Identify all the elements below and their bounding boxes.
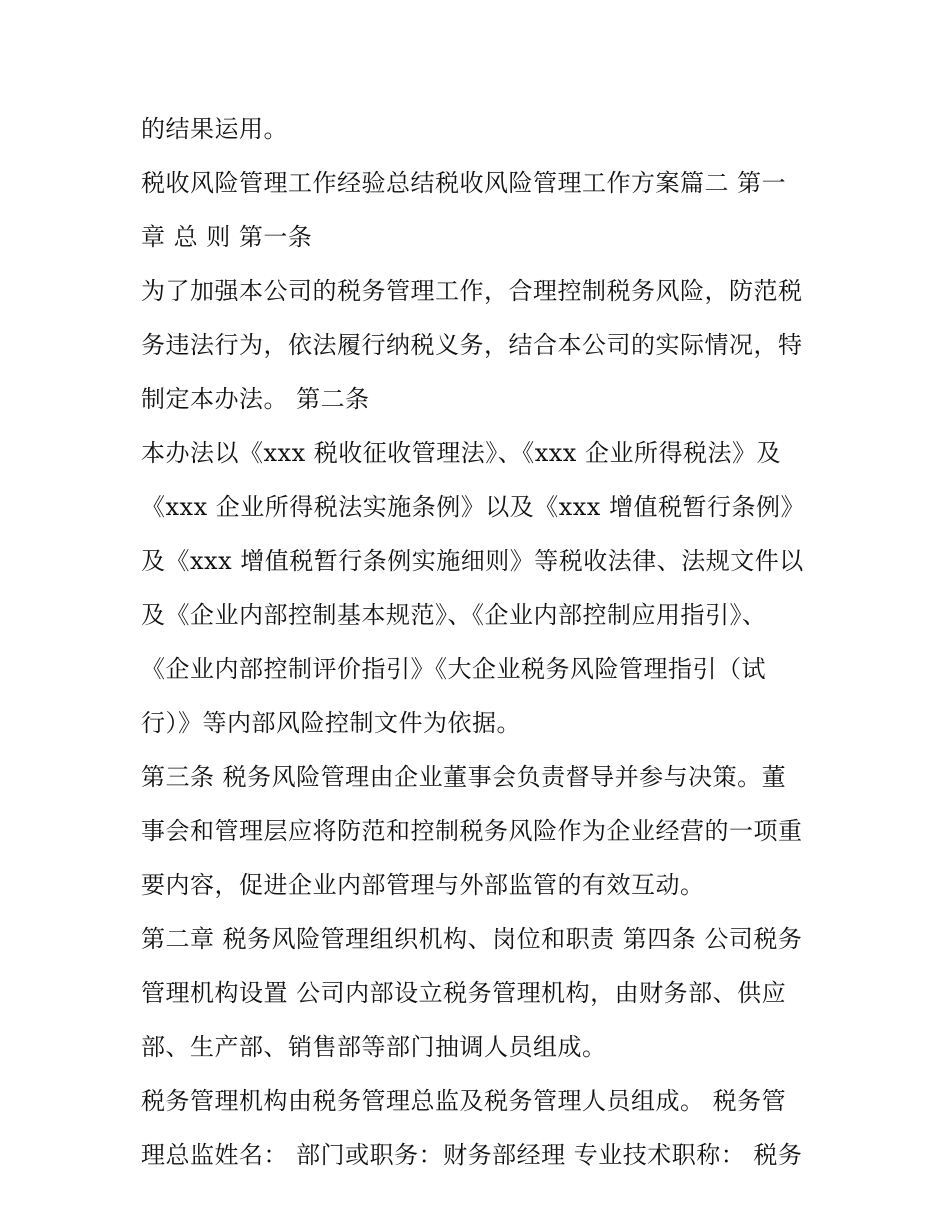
text-line: 理总监姓名： 部门或职务：财务部经理 专业技术职称： 税务 xyxy=(141,1141,803,1169)
text-line: 制定本办法。 第二条 xyxy=(141,385,370,413)
text-line: 章 总 则 第一条 xyxy=(141,223,313,251)
text-line: 事会和管理层应将防范和控制税务风险作为企业经营的一项重 xyxy=(141,817,803,845)
text-line: 要内容，促进企业内部管理与外部监管的有效互动。 xyxy=(141,871,705,899)
text-line: 行）》等内部风险控制文件为依据。 xyxy=(141,709,521,737)
document-body xyxy=(141,108,821,1188)
text-line: 《企业内部控制评价指引》《大企业税务风险管理指引（试 xyxy=(141,655,766,683)
text-line: 的结果运用。 xyxy=(141,115,288,143)
text-line: 税务管理机构由税务管理总监及税务管理人员组成。 税务管 xyxy=(141,1087,787,1115)
text-line: 税收风险管理工作经验总结税收风险管理工作方案篇二 第一 xyxy=(141,169,787,197)
text-line: 管理机构设置 公司内部设立税务管理机构，由财务部、供应 xyxy=(141,979,787,1007)
text-line: 及《xxx 增值税暂行条例实施细则》等税收法律、法规文件以 xyxy=(141,547,804,575)
text-line: 本办法以《xxx 税收征收管理法》、《xxx 企业所得税法》及 xyxy=(141,439,781,467)
text-line: 第三条 税务风险管理由企业董事会负责督导并参与决策。董 xyxy=(141,763,787,791)
text-line: 为了加强本公司的税务管理工作，合理控制税务风险，防范税 xyxy=(141,277,803,305)
text-line: 第二章 税务风险管理组织机构、岗位和职责 第四条 公司税务 xyxy=(141,925,803,953)
text-line: 务违法行为，依法履行纳税义务，结合本公司的实际情况，特 xyxy=(141,331,803,359)
text-line: 部、生产部、销售部等部门抽调人员组成。 xyxy=(141,1033,607,1061)
text-line: 及《企业内部控制基本规范》、《企业内部控制应用指引》、 xyxy=(141,601,767,629)
text-line: 《xxx 企业所得税法实施条例》以及《xxx 增值税暂行条例》 xyxy=(141,493,805,521)
